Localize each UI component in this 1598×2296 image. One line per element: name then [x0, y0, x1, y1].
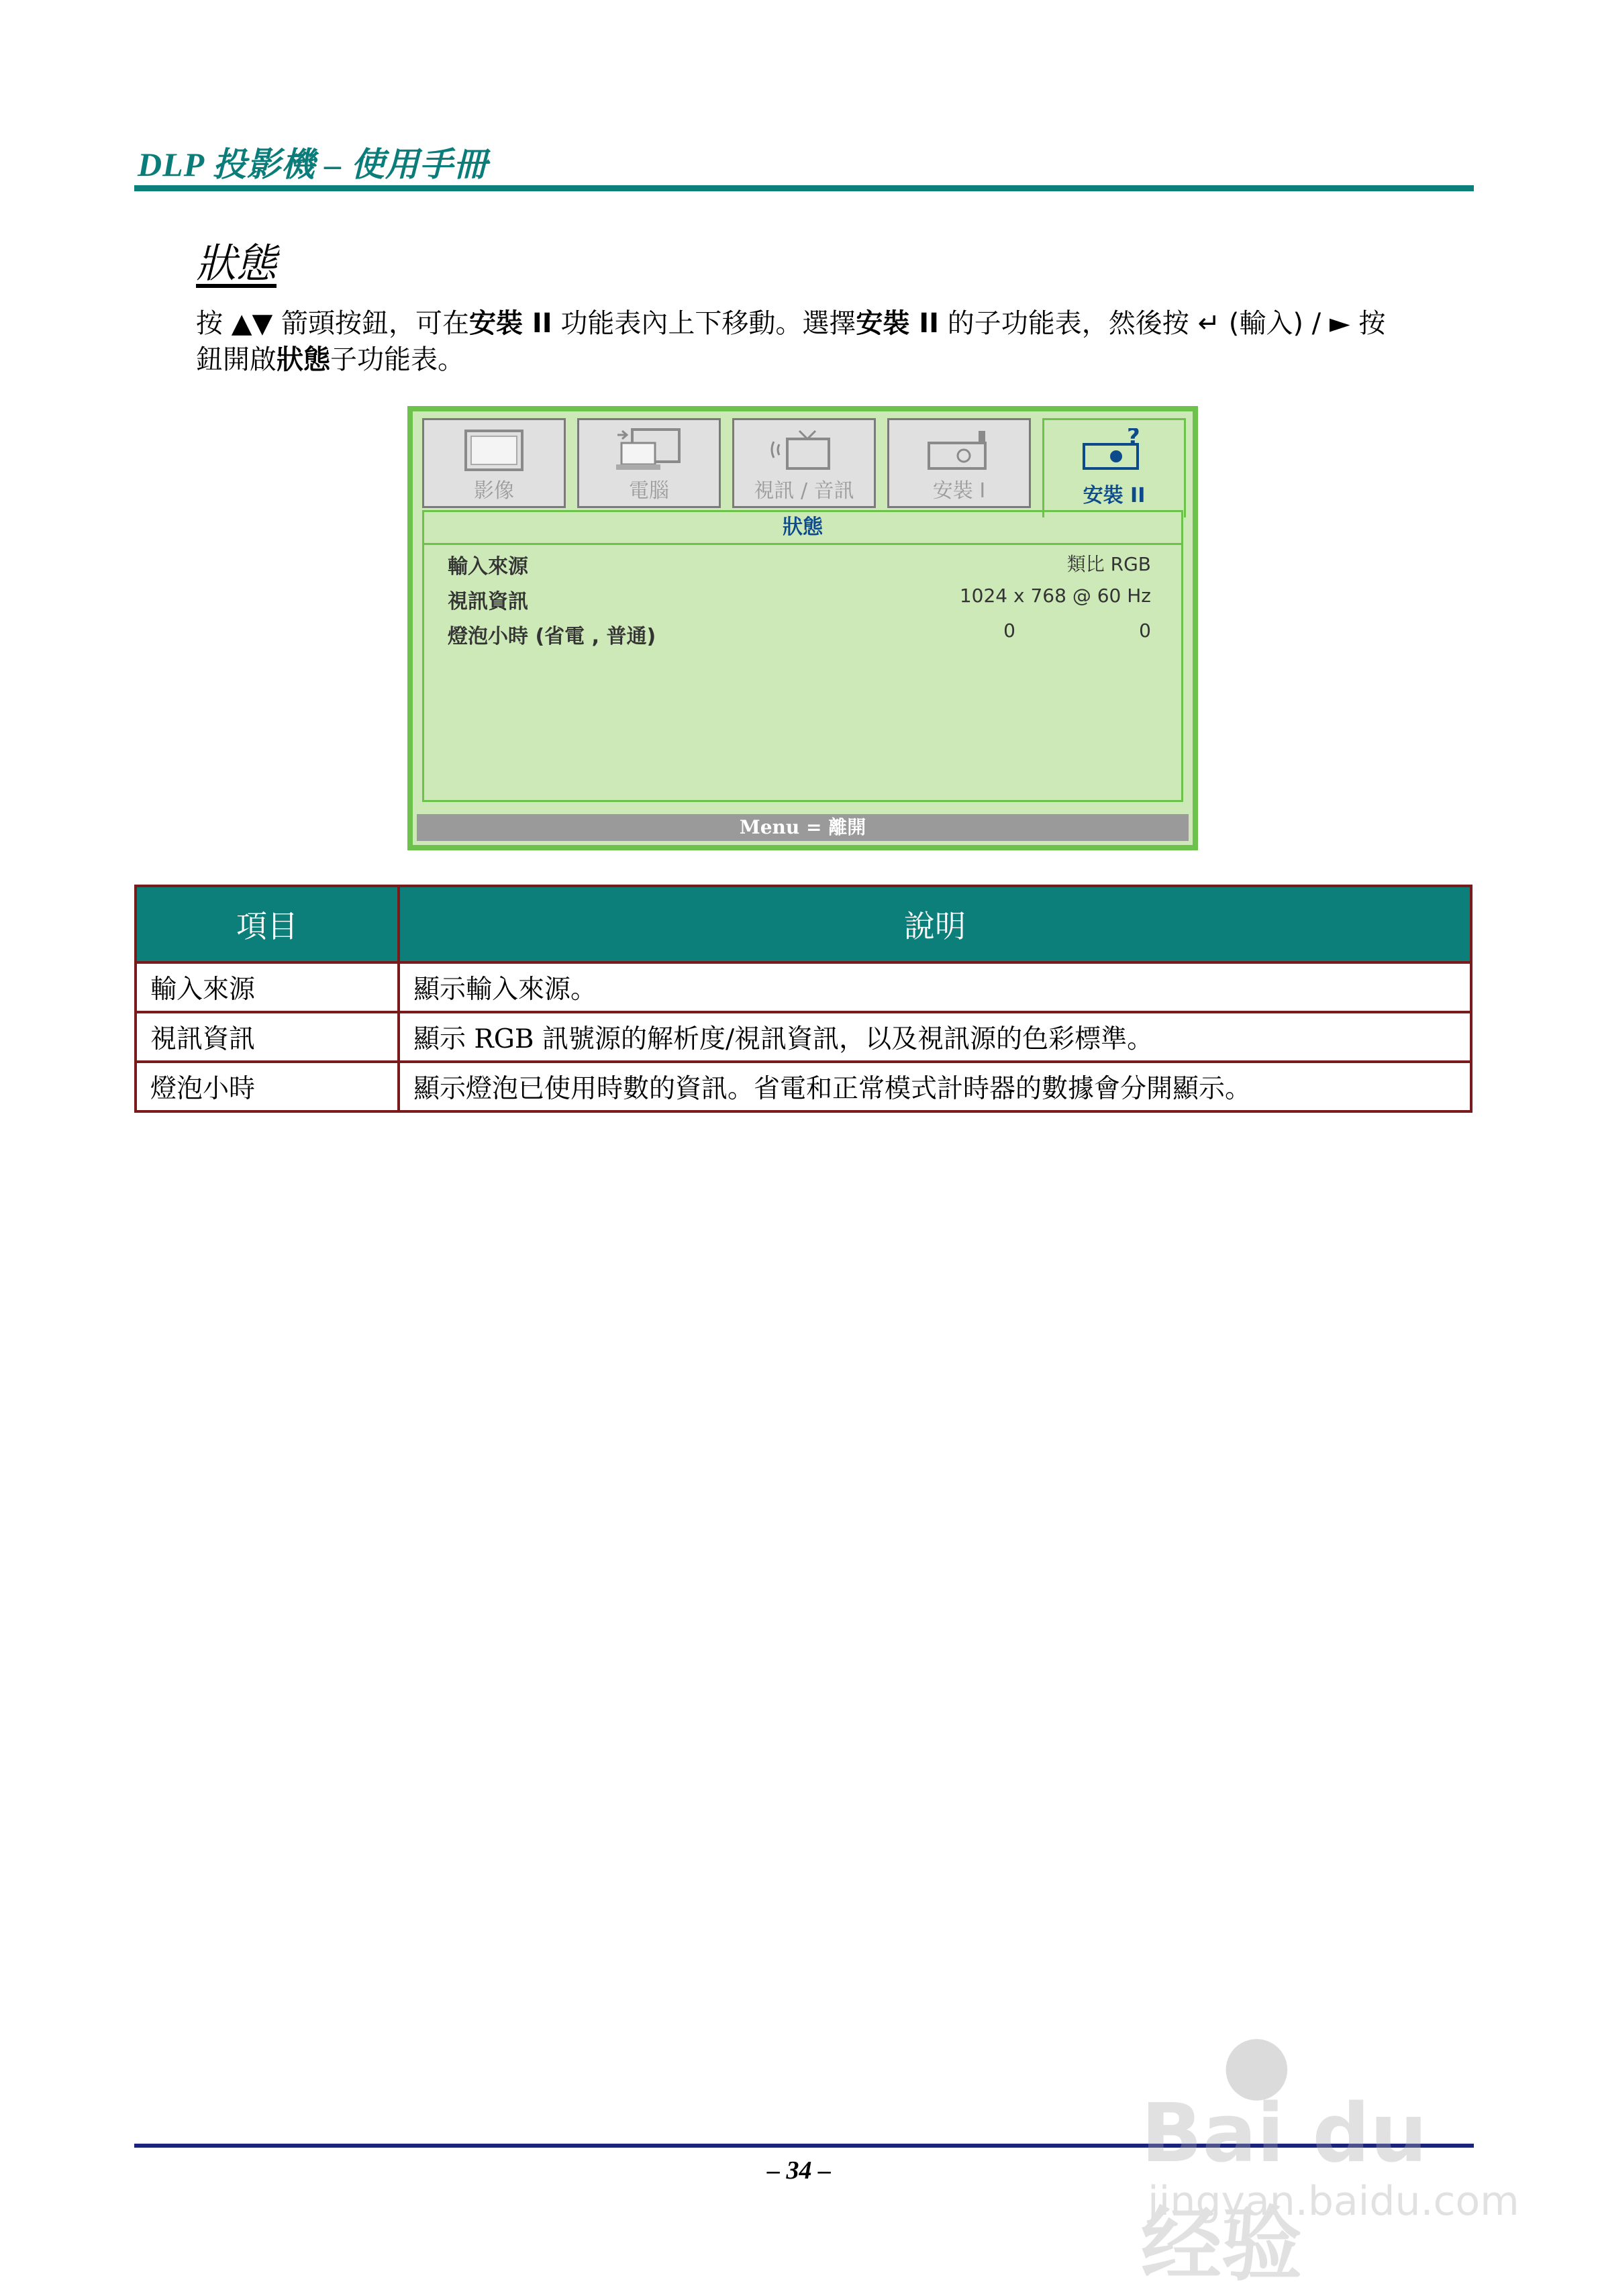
table-row [136, 1062, 1471, 1111]
computer-icon [612, 428, 686, 475]
tab-setup-2[interactable] [1042, 418, 1186, 517]
row-lamp-hours-label: 燈泡小時 (省電 , 普通) [448, 625, 656, 648]
paw-icon: ● [1221, 2017, 1292, 2110]
row-input-source-label: 輸入來源 [448, 555, 528, 579]
table-cell-item: 視訊資訊 [136, 1012, 399, 1062]
table-row [136, 962, 1471, 1012]
osd-menu [407, 406, 1198, 850]
section-title: 狀態 [196, 240, 277, 287]
osd-panel-title: 狀態 [422, 510, 1183, 545]
tab-image[interactable] [422, 418, 566, 508]
projector-icon [922, 428, 996, 475]
tab-setup-1[interactable] [887, 418, 1031, 508]
column-header-item: 項目 [136, 886, 399, 962]
tab-label: 視訊 / 音訊 [754, 479, 854, 503]
column-header-description: 說明 [399, 886, 1471, 962]
audio-video-icon [767, 428, 841, 475]
row-lamp-hours-normal-value: 0 [1139, 619, 1151, 642]
table-row [136, 1012, 1471, 1062]
row-video-info-value: 1024 x 768 @ 60 Hz [959, 585, 1151, 607]
document-header-title: DLP 投影機 – 使用手冊 [138, 146, 488, 183]
table-cell-description: 顯示燈泡已使用時數的資訊。省電和正常模式計時器的數據會分開顯示。 [399, 1062, 1471, 1111]
watermark-brand: Bai du 经验 [1141, 2087, 1428, 2292]
table-cell-description: 顯示輸入來源。 [399, 962, 1471, 1012]
header-rule [134, 185, 1474, 191]
watermark-url: jingyan.baidu.com [1148, 2178, 1519, 2225]
page-number: – 34 – [767, 2156, 831, 2185]
watermark [1141, 2017, 1519, 2292]
monitor-icon [460, 428, 528, 475]
tab-label: 安裝 I [932, 479, 986, 503]
row-lamp-hours-eco-value: 0 [1003, 619, 1015, 642]
table-cell-item: 輸入來源 [136, 962, 399, 1012]
osd-panel [422, 543, 1183, 802]
tab-label: 安裝 II [1083, 484, 1146, 507]
table-cell-description: 顯示 RGB 訊號源的解析度/視訊資訊，以及視訊源的色彩標準。 [399, 1012, 1471, 1062]
tab-label: 影像 [474, 479, 514, 503]
description-table [134, 885, 1472, 1113]
table-header-row [136, 886, 1471, 962]
tab-label: 電腦 [629, 479, 669, 503]
row-video-info-label: 視訊資訊 [448, 590, 528, 613]
table-cell-item: 燈泡小時 [136, 1062, 399, 1111]
instruction-line-2: 鈕開啟狀態子功能表。 [196, 344, 464, 375]
osd-body [413, 411, 1193, 845]
projector-question-icon [1077, 428, 1151, 475]
instruction-line-1: 按 ▲▼ 箭頭按鈕，可在安裝 II 功能表內上下移動。選擇安裝 II 的子功能表，然後按 ↵ (輸入) / ► 按 [196, 308, 1386, 339]
osd-footer-hint: Menu = 離開 [417, 814, 1189, 841]
tab-computer[interactable] [577, 418, 721, 508]
row-input-source-value: 類比 RGB [1066, 553, 1151, 575]
tab-video-audio[interactable] [732, 418, 876, 508]
svg-text:?: ? [1127, 428, 1140, 450]
